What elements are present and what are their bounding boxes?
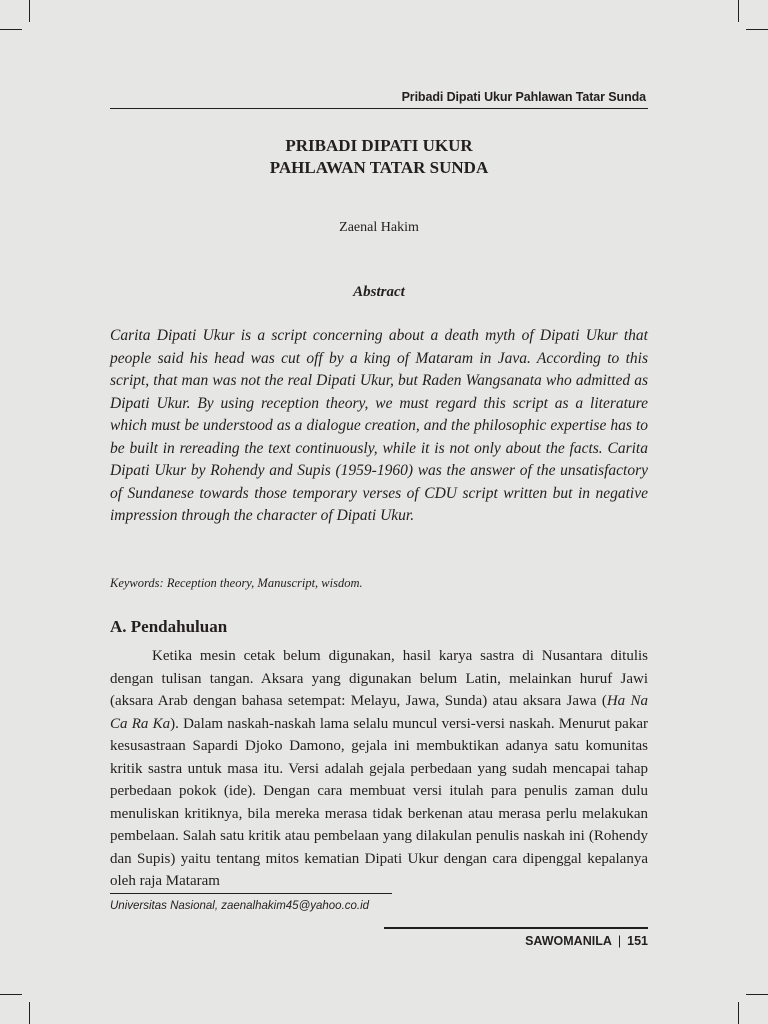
crop-mark [746,994,768,995]
section-heading: A. Pendahuluan [110,617,228,636]
body-paragraph [110,645,648,893]
header-rule [110,108,648,109]
paragraph-text: Ketika mesin cetak belum digunakan, hasil karya sastra di Nusantara ditulis dengan tulisan tangan. Aksara yang digunakan belum Latin, melainkan huruf Jawi (aksara Arab dengan bahasa setempat: Melayu, Jawa, Sunda) atau aksara Jawa ( [110,648,648,709]
paragraph-italic-term: Ha Na Ca Ra Ka [110,693,649,732]
title-line-2: PAHLAWAN TATAR SUNDA [269,158,489,177]
running-head: Pribadi Dipati Ukur Pahlawan Tatar Sunda [401,90,646,104]
paper-title [110,135,648,179]
crop-mark [738,0,739,22]
abstract-heading: Abstract [353,284,405,300]
page-number: 151 [627,934,648,948]
crop-mark [29,1002,30,1024]
author-name: Zaenal Hakim [339,220,419,235]
title-line-1: PRIBADI DIPATI UKUR [285,136,473,155]
abstract-text: Carita Dipati Ukur is a script concerning about a death myth of Dipati Ukur that people said his head was cut off by a king of Mataram in Java. According to this script, that man was not the real Dipati Ukur, but Raden Wangsanata who admitted as Dipati Ukur. By using reception theory, we must regard this script as a literature which must be understood as a dialogue creation, and the philosophic expertise has to be built in rereading the text continuously, while it is not only about the facts. Carita Dipati Ukur by Rohendy and Supis (1959-1960) was the answer of the unsatisfactory of Sundanese towards those temporary verses of CDU script written but in negative impression through the character of Dipati Ukur. [110,327,648,524]
footnote-rule [110,893,392,894]
journal-name: SAWOMANILA [525,934,612,948]
crop-mark [0,994,22,995]
page-footer [525,934,648,948]
footer-rule [384,927,648,929]
crop-mark [0,29,22,30]
paragraph-text: ). Dalam naskah-naskah lama selalu muncul versi-versi naskah. Menurut pakar kesusastraan Sapardi Djoko Damono, gejala ini membuktikan adanya satu komunitas kritik sastra untuk masa itu. Versi adalah gejala perbedaan yang sudah mencapai tahap perbedaan pokok (ide). Dengan cara membuat versi itulah para penulis zaman dulu menuliskan kritiknya, bila mereka merasa tidak berkenan atau merasa perlu melakukan pembelaan. Salah satu kritik atau pembelaan yang dilakulan penulis naskah ini (Rohendy dan Supis) yaitu tentang mitos kematian Dipati Ukur dengan cara dipenggal kepalanya oleh raja Mataram [110,715,648,889]
crop-mark [746,29,768,30]
crop-mark [29,0,30,22]
footnote: Universitas Nasional, zaenalhakim45@yahoo.co.id [110,900,370,912]
footer-separator: | [617,934,622,948]
crop-mark [738,1002,739,1024]
keywords: Keywords: Reception theory, Manuscript, wisdom. [110,576,363,590]
